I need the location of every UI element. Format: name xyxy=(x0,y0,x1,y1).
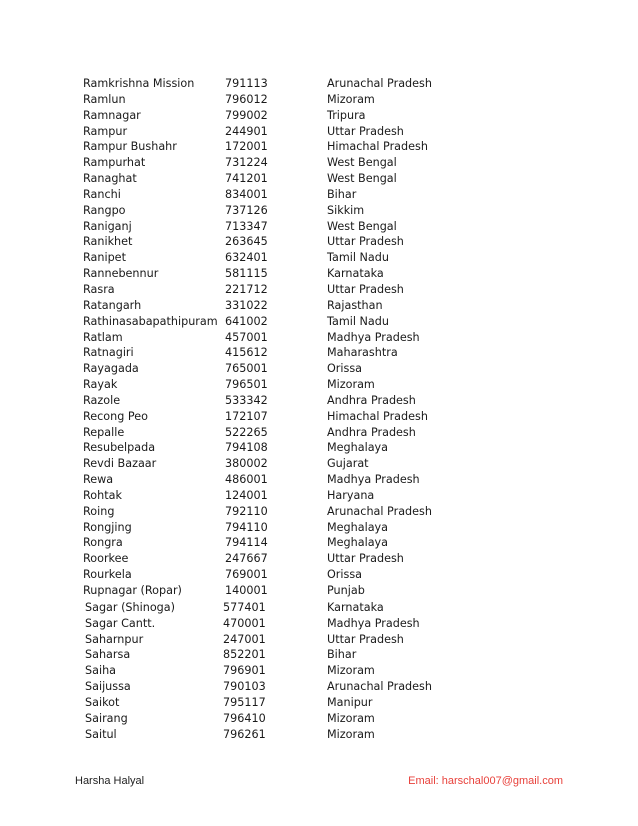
pincode-cell: 794108 xyxy=(225,441,268,455)
pincode-cell: 457001 xyxy=(225,330,268,344)
pincode-cell: 140001 xyxy=(225,584,268,597)
table-row xyxy=(83,155,543,171)
table-row xyxy=(83,250,543,266)
table-row xyxy=(83,616,543,632)
state-cell: Andhra Pradesh xyxy=(327,393,416,407)
city-cell: Resubelpada xyxy=(83,441,156,455)
table-row xyxy=(83,679,543,695)
state-cell: Mizoram xyxy=(327,92,375,106)
footer-email: Email: harschal007@gmail.com xyxy=(408,775,563,787)
city-cell: Rampur Bushahr xyxy=(83,140,177,154)
pincode-cell: 470001 xyxy=(223,616,266,630)
state-cell: Madhya Pradesh xyxy=(327,473,420,487)
pincode-cell: 221712 xyxy=(225,282,268,296)
city-cell: Rupnagar (Ropar) xyxy=(83,584,182,597)
pincode-cell: 244901 xyxy=(225,124,268,138)
pincode-cell: 795117 xyxy=(223,695,266,709)
table-row xyxy=(83,456,543,472)
state-cell: Uttar Pradesh xyxy=(327,124,404,138)
city-cell: Rangpo xyxy=(83,203,126,217)
state-cell: Bihar xyxy=(327,187,357,201)
table-row xyxy=(83,298,543,314)
state-cell: West Bengal xyxy=(327,219,397,233)
table-row xyxy=(83,440,543,456)
table-row xyxy=(83,695,543,711)
table-row xyxy=(83,551,543,567)
state-cell: West Bengal xyxy=(327,172,397,186)
state-cell: Karnataka xyxy=(327,267,384,281)
table-row xyxy=(83,567,543,583)
pincode-cell: 331022 xyxy=(225,298,268,312)
table-row xyxy=(83,535,543,551)
state-cell: Madhya Pradesh xyxy=(327,330,420,344)
state-cell: Haryana xyxy=(327,488,375,502)
pincode-cell: 247667 xyxy=(225,552,268,566)
city-cell: Ratnagiri xyxy=(83,346,134,360)
table-row xyxy=(83,377,543,393)
table-row xyxy=(83,124,543,140)
pincode-cell: 796501 xyxy=(225,378,268,392)
table-row xyxy=(83,425,543,441)
city-cell: Rayagada xyxy=(83,362,139,376)
pincode-cell: 522265 xyxy=(225,425,268,439)
city-cell: Saijussa xyxy=(85,680,131,694)
state-cell: Mizoram xyxy=(327,711,375,725)
state-cell: Tamil Nadu xyxy=(327,314,389,328)
city-cell: Ramnagar xyxy=(83,108,141,122)
state-cell: Sikkim xyxy=(327,203,365,217)
city-cell: Ramkrishna Mission xyxy=(83,77,195,90)
table-row xyxy=(83,647,543,663)
state-cell: Mizoram xyxy=(327,727,375,741)
table-row xyxy=(83,219,543,235)
table-row xyxy=(83,393,543,409)
pincode-cell: 769001 xyxy=(225,568,268,582)
state-cell: Karnataka xyxy=(327,600,384,614)
state-cell: Andhra Pradesh xyxy=(327,425,416,439)
city-cell: Repalle xyxy=(83,425,125,439)
city-cell: Rewa xyxy=(83,473,114,487)
table-row xyxy=(83,92,543,108)
city-cell: Rampur xyxy=(83,124,128,138)
pincode-cell: 247001 xyxy=(223,632,266,646)
state-cell: Madhya Pradesh xyxy=(327,616,420,630)
city-cell: Ranikhet xyxy=(83,235,133,249)
city-cell: Sagar Cantt. xyxy=(85,616,156,630)
table-row xyxy=(83,345,543,361)
state-cell: Himachal Pradesh xyxy=(327,409,428,423)
table-row xyxy=(83,711,543,727)
city-cell: Saitul xyxy=(85,727,117,741)
city-cell: Saharsa xyxy=(85,648,131,662)
table-row xyxy=(83,282,543,298)
pincode-cell: 641002 xyxy=(225,314,268,328)
state-cell: Arunachal Pradesh xyxy=(327,77,432,90)
pincode-cell: 799002 xyxy=(225,108,268,122)
city-cell: Rathinasabapathipuram xyxy=(83,314,218,328)
table-row xyxy=(83,203,543,219)
pincode-cell: 796261 xyxy=(223,727,266,741)
pincode-cell: 741201 xyxy=(225,172,268,186)
pincode-cell: 794114 xyxy=(225,536,268,550)
table-row xyxy=(83,663,543,679)
city-cell: Ranaghat xyxy=(83,172,137,186)
state-cell: Maharashtra xyxy=(327,346,398,360)
pincode-cell: 632401 xyxy=(225,251,268,265)
city-cell: Recong Peo xyxy=(83,409,148,423)
pincode-cell: 790103 xyxy=(223,680,266,694)
city-cell: Razole xyxy=(83,393,121,407)
pincode-cell: 794110 xyxy=(225,520,268,534)
city-cell: Saikot xyxy=(85,695,120,709)
table-row xyxy=(83,234,543,250)
table-row xyxy=(83,727,543,743)
pincode-table xyxy=(83,76,543,742)
table-row xyxy=(83,504,543,520)
state-cell: Punjab xyxy=(327,584,365,597)
pincode-cell: 731224 xyxy=(225,156,268,170)
state-cell: Gujarat xyxy=(327,457,369,471)
city-cell: Ranchi xyxy=(83,187,121,201)
table-row xyxy=(83,330,543,346)
pincode-cell: 124001 xyxy=(225,488,268,502)
pincode-cell: 486001 xyxy=(225,473,268,487)
city-cell: Rohtak xyxy=(83,488,122,502)
pincode-cell: 533342 xyxy=(225,393,268,407)
pincode-cell: 791113 xyxy=(225,77,268,90)
pincode-cell: 415612 xyxy=(225,346,268,360)
state-cell: Mizoram xyxy=(327,664,375,678)
pincode-cell: 581115 xyxy=(225,267,268,281)
city-cell: Rourkela xyxy=(83,568,132,582)
footer-author: Harsha Halyal xyxy=(75,775,145,787)
state-cell: Arunachal Pradesh xyxy=(327,504,432,518)
state-cell: Rajasthan xyxy=(327,298,383,312)
city-cell: Ranipet xyxy=(83,251,126,265)
table-row xyxy=(83,583,543,599)
pincode-cell: 713347 xyxy=(225,219,268,233)
table-row xyxy=(83,314,543,330)
city-cell: Sagar (Shinoga) xyxy=(85,600,175,614)
city-cell: Rayak xyxy=(83,378,118,392)
table-row xyxy=(83,139,543,155)
pincode-cell: 834001 xyxy=(225,187,268,201)
state-cell: Meghalaya xyxy=(327,536,389,550)
state-cell: Tamil Nadu xyxy=(327,251,389,265)
table-row xyxy=(83,76,543,92)
state-cell: Uttar Pradesh xyxy=(327,552,404,566)
pincode-cell: 796901 xyxy=(223,664,266,678)
state-cell: Orissa xyxy=(327,362,363,376)
table-row xyxy=(83,409,543,425)
city-cell: Rampurhat xyxy=(83,156,146,170)
state-cell: Bihar xyxy=(327,648,357,662)
state-cell: Mizoram xyxy=(327,378,375,392)
city-cell: Rasra xyxy=(83,282,115,296)
city-cell: Ratangarh xyxy=(83,298,142,312)
table-row xyxy=(83,266,543,282)
table-row xyxy=(83,361,543,377)
table-row xyxy=(83,108,543,124)
table-row xyxy=(83,600,543,616)
city-cell: Raniganj xyxy=(83,219,132,233)
pincode-cell: 792110 xyxy=(225,504,268,518)
state-cell: Orissa xyxy=(327,568,363,582)
state-cell: Arunachal Pradesh xyxy=(327,680,432,694)
city-cell: Roing xyxy=(83,504,115,518)
state-cell: Tripura xyxy=(327,108,366,122)
table-row xyxy=(83,472,543,488)
city-cell: Ramlun xyxy=(83,92,126,106)
pincode-cell: 737126 xyxy=(225,203,268,217)
state-cell: Himachal Pradesh xyxy=(327,140,428,154)
pincode-cell: 380002 xyxy=(225,457,268,471)
state-cell: Uttar Pradesh xyxy=(327,235,404,249)
city-cell: Sairang xyxy=(85,711,128,725)
pincode-cell: 172107 xyxy=(225,409,268,423)
state-cell: Uttar Pradesh xyxy=(327,632,404,646)
table-row xyxy=(83,187,543,203)
state-cell: Meghalaya xyxy=(327,520,389,534)
state-cell: Uttar Pradesh xyxy=(327,282,404,296)
pincode-cell: 852201 xyxy=(223,648,266,662)
pincode-cell: 263645 xyxy=(225,235,268,249)
pincode-cell: 172001 xyxy=(225,140,268,154)
city-cell: Rongjing xyxy=(83,520,132,534)
table-row xyxy=(83,632,543,648)
table-row xyxy=(83,520,543,536)
city-cell: Rannebennur xyxy=(83,267,159,281)
pincode-cell: 765001 xyxy=(225,362,268,376)
city-cell: Saharnpur xyxy=(85,632,144,646)
city-cell: Saiha xyxy=(85,664,117,678)
state-cell: Meghalaya xyxy=(327,441,389,455)
pincode-cell: 577401 xyxy=(223,600,266,614)
state-cell: Manipur xyxy=(327,695,373,709)
city-cell: Rongra xyxy=(83,536,123,550)
table-row xyxy=(83,171,543,187)
table-row xyxy=(83,488,543,504)
city-cell: Revdi Bazaar xyxy=(83,457,157,471)
state-cell: West Bengal xyxy=(327,156,397,170)
city-cell: Roorkee xyxy=(83,552,129,566)
city-cell: Ratlam xyxy=(83,330,123,344)
pincode-cell: 796410 xyxy=(223,711,266,725)
pincode-cell: 796012 xyxy=(225,92,268,106)
